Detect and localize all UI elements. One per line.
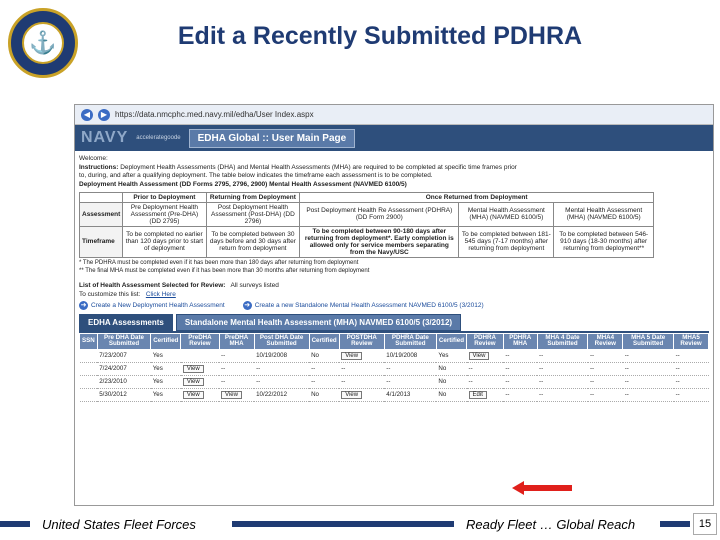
instructions-label: Instructions:	[79, 164, 119, 172]
table-cell	[181, 349, 219, 362]
footer-bar-left	[0, 521, 30, 527]
create-mha-link[interactable]	[243, 301, 484, 310]
table-row	[80, 388, 709, 401]
header-once-returned: Once Returned from Deployment	[300, 192, 654, 202]
timeframe-header-row	[80, 192, 654, 202]
column-header: POSTDHA Review	[339, 333, 384, 349]
view-button[interactable]: View	[183, 391, 204, 399]
note-pdhra: * The PDHRA must be completed even if it has been more than 180 days after returning from deployment	[79, 259, 359, 266]
instructions-line-2: to, during, and after a qualifying deployment. The table below indicates the timeframe each assessment is to be completed.	[79, 172, 433, 180]
navy-brand: NAVY	[81, 129, 129, 146]
view-button[interactable]: View	[221, 391, 242, 399]
table-cell: --	[623, 349, 674, 362]
assessment-tabs	[79, 314, 709, 333]
slide-title: Edit a Recently Submitted PDHRA	[177, 22, 583, 50]
table-cell: --	[537, 349, 588, 362]
table-cell: --	[674, 362, 709, 375]
table-cell: --	[674, 349, 709, 362]
address-bar	[75, 105, 713, 125]
table-cell: --	[623, 375, 674, 388]
create-dha-link[interactable]	[79, 301, 225, 310]
column-header: Certified	[436, 333, 466, 349]
assessment-cell: Post Deployment Health Assessment (Post-DHA) (DD 2796)	[206, 202, 300, 226]
table-cell	[80, 388, 98, 401]
view-button[interactable]: View	[183, 378, 204, 386]
column-header: SSN	[80, 333, 98, 349]
table-cell: --	[503, 375, 537, 388]
column-header: PDHRA Date Submitted	[384, 333, 436, 349]
edit-button[interactable]: Edit	[469, 391, 487, 399]
table-cell: --	[674, 388, 709, 401]
table-cell: --	[537, 362, 588, 375]
column-header: PDHRA MHA	[503, 333, 537, 349]
column-header: Post DHA Date Submitted	[254, 333, 309, 349]
assessment-cell: Post Deployment Health Re Assessment (PDHRA) (DD Form 2900)	[300, 202, 459, 226]
table-cell: No	[436, 388, 466, 401]
table-cell: --	[384, 375, 436, 388]
review-label: List of Health Assessment Selected for Review:	[79, 281, 226, 289]
create-mha-label[interactable]: Create a new Standalone Mental Health Assessment NAVMED 6100/5 (3/2012)	[254, 301, 484, 309]
note-mha: ** The final MHA must be completed even if it has been more than 30 months after returning from deployment	[79, 268, 370, 274]
table-cell: No	[436, 362, 466, 375]
table-cell: Yes	[151, 349, 181, 362]
table-cell: No	[436, 375, 466, 388]
header-prior: Prior to Deployment	[123, 192, 206, 202]
assessment-row	[80, 202, 654, 226]
back-icon[interactable]: ◀	[81, 109, 93, 121]
table-cell: Yes	[436, 349, 466, 362]
table-cell: Yes	[151, 362, 181, 375]
column-header: PDHRA Review	[467, 333, 504, 349]
timeframe-cell: To be completed no earlier than 120 days prior to start of deployment	[123, 226, 206, 257]
table-cell: --	[503, 362, 537, 375]
table-cell: --	[623, 388, 674, 401]
review-line	[79, 282, 709, 290]
assessment-cell: Mental Health Assessment (MHA) (NAVMED 6100/5)	[554, 202, 654, 226]
table-row	[80, 375, 709, 388]
table-cell: --	[674, 375, 709, 388]
table-cell: --	[339, 362, 384, 375]
table-row	[80, 349, 709, 362]
column-header: MHA 4 Date Submitted	[537, 333, 588, 349]
table-cell: 10/19/2008	[384, 349, 436, 362]
table-cell: --	[588, 375, 623, 388]
footer-left: United States Fleet Forces	[42, 517, 196, 532]
assessment-label: Assessment	[80, 202, 123, 226]
tab-standalone-mha[interactable]: Standalone Mental Health Assessment (MHA) NAVMED 6100/5 (3/2012)	[176, 314, 461, 331]
customize-link[interactable]: Click Here	[145, 290, 176, 298]
timeframe-cell: To be completed between 30 days before and 30 days after return from deployment	[206, 226, 300, 257]
customize-line	[79, 291, 709, 299]
records-body	[80, 349, 709, 401]
view-button[interactable]: View	[469, 352, 490, 360]
table-cell	[339, 349, 384, 362]
column-header: MHA5 Review	[674, 333, 709, 349]
assessment-records-table	[79, 333, 709, 402]
table-cell: 2/23/2010	[97, 375, 150, 388]
table-cell: --	[339, 375, 384, 388]
timeframe-cell: To be completed between 181-545 days (7-17 months) after returning from deployment	[459, 226, 554, 257]
table-cell	[339, 388, 384, 401]
table-cell	[467, 349, 504, 362]
timeframe-cell: To be completed between 90-180 days after returning from deployment*. Early completion is allowed only for service members separating from the Navy/USC	[300, 226, 459, 257]
table-cell: 10/19/2008	[254, 349, 309, 362]
view-button[interactable]: View	[183, 365, 204, 373]
instructions-line-1: Deployment Health Assessments (DHA) and Mental Health Assessments (MHA) are required to be completed at specific time frames prior	[120, 164, 517, 172]
table-cell: --	[588, 349, 623, 362]
header-empty	[80, 192, 123, 202]
table-cell: --	[384, 362, 436, 375]
table-row	[80, 362, 709, 375]
table-cell: 4/1/2013	[384, 388, 436, 401]
column-header: Certified	[151, 333, 181, 349]
footer-bar-right	[660, 521, 690, 527]
table-cell: --	[254, 375, 309, 388]
page-content	[75, 151, 713, 405]
timeframe-row	[80, 226, 654, 257]
create-dha-label[interactable]: Create a New Deployment Health Assessment	[91, 301, 225, 309]
table-cell: --	[537, 375, 588, 388]
table-cell	[181, 388, 219, 401]
table-cell	[467, 388, 504, 401]
table-cell	[80, 349, 98, 362]
table-cell: --	[503, 349, 537, 362]
timeframe-table	[79, 192, 654, 258]
column-header: PreDHA Review	[181, 333, 219, 349]
timeframe-label: Timeframe	[80, 226, 123, 257]
action-links	[79, 301, 709, 310]
table-cell: --	[219, 375, 254, 388]
arrow-right-icon: ➜	[80, 301, 87, 309]
table-cell	[80, 375, 98, 388]
table-cell: No	[309, 388, 339, 401]
table-cell: 5/30/2012	[97, 388, 150, 401]
table-cell: Yes	[151, 375, 181, 388]
table-cell	[219, 388, 254, 401]
page-number: 15	[693, 513, 717, 535]
customize-text: To customize this list:	[79, 290, 141, 298]
table-cell: No	[309, 349, 339, 362]
table-cell: --	[219, 362, 254, 375]
table-cell: --	[588, 388, 623, 401]
review-value: All surveys listed	[230, 281, 279, 289]
table-cell	[181, 375, 219, 388]
footer-bar-center	[232, 521, 454, 527]
table-cell: --	[219, 349, 254, 362]
page-title: EDHA Global :: User Main Page	[189, 129, 356, 148]
table-cell: 10/22/2012	[254, 388, 309, 401]
table-cell: --	[503, 388, 537, 401]
column-header: MHA 5 Date Submitted	[623, 333, 674, 349]
table-title	[79, 181, 709, 189]
table-cell: --	[467, 362, 504, 375]
instructions-text	[79, 164, 709, 180]
column-header: Certified	[309, 333, 339, 349]
table-cell: 7/24/2007	[97, 362, 150, 375]
table-cell	[181, 362, 219, 375]
table-title-text: Deployment Health Assessment (DD Forms 2795, 2796, 2900) Mental Health Assessment (NAVMED 6100/5)	[79, 181, 407, 189]
eagle-anchor-icon: ⚓	[22, 22, 64, 64]
table-cell: Yes	[151, 388, 181, 401]
records-header-row	[80, 333, 709, 349]
column-header: Pre DHA Date Submitted	[97, 333, 150, 349]
table-cell	[80, 362, 98, 375]
column-header: MHA4 Review	[588, 333, 623, 349]
view-button[interactable]: View	[341, 391, 362, 399]
assessment-cell: Pre Deployment Health Assessment (Pre-DHA) (DD 2795)	[123, 202, 206, 226]
browser-screenshot	[74, 104, 714, 506]
table-cell: 7/23/2007	[97, 349, 150, 362]
table-cell: --	[537, 388, 588, 401]
highlight-arrow-icon	[512, 481, 572, 495]
url-text[interactable]: https://data.nmcphc.med.navy.mil/edha/User Index.aspx	[115, 110, 314, 119]
table-cell: --	[254, 362, 309, 375]
view-button[interactable]: View	[341, 352, 362, 360]
header-returning: Returning from Deployment	[206, 192, 300, 202]
table-cell: --	[309, 375, 339, 388]
user-name: accelerategoode	[136, 135, 181, 141]
welcome-label: Welcome:	[79, 155, 108, 162]
forward-icon[interactable]: ▶	[98, 109, 110, 121]
arrow-right-icon: ➜	[244, 301, 251, 309]
assessment-cell: Mental Health Assessment (MHA) (NAVMED 6100/5)	[459, 202, 554, 226]
fleet-forces-logo	[8, 8, 78, 78]
footer-right: Ready Fleet … Global Reach	[466, 517, 636, 532]
app-header	[75, 125, 713, 151]
table-cell: --	[309, 362, 339, 375]
table-cell: --	[623, 362, 674, 375]
table-cell: --	[467, 375, 504, 388]
tab-edha-assessments[interactable]: EDHA Assessments	[79, 314, 173, 331]
column-header: PreDHA MHA	[219, 333, 254, 349]
timeframe-cell: To be completed between 546-910 days (18-30 months) after returning from deployment**	[554, 226, 654, 257]
table-cell: --	[588, 362, 623, 375]
